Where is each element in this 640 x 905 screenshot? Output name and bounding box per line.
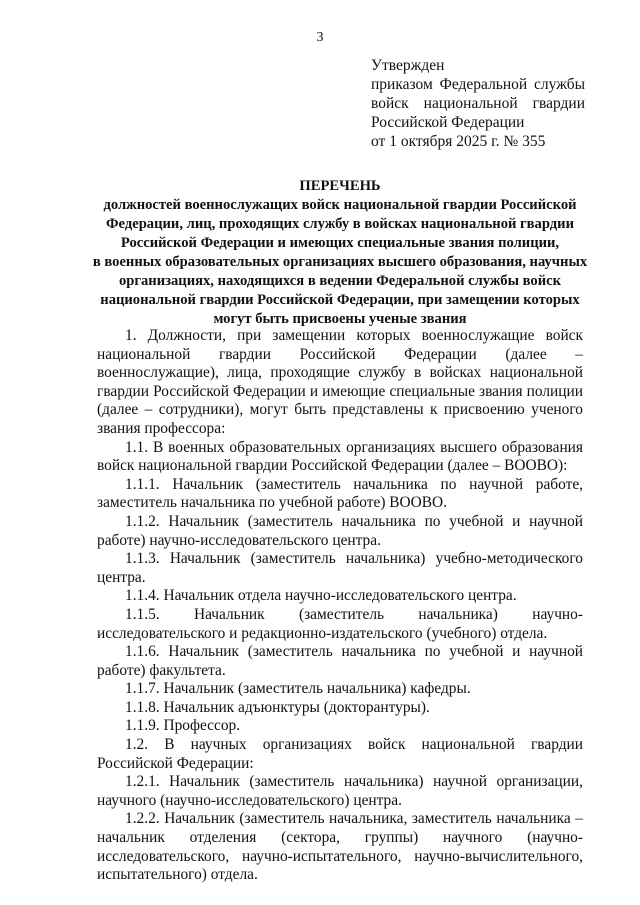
paragraph-1-1: 1.1. В военных образовательных организациях высшего образования войск национальной гвардии Российской Федерации (далее – ВООВО): <box>97 438 583 475</box>
title-line: могут быть присвоены ученые звания <box>213 311 467 327</box>
paragraph-1-2: 1.2. В научных организациях войск национальной гвардии Российской Федерации: <box>97 736 583 772</box>
approval-date-line: от 1 октября 2025 г. № 355 <box>371 133 546 150</box>
paragraph-1-1-8: 1.1.8. Начальник адъюнктуры (докторантуры). <box>125 698 430 716</box>
paragraph-1-1-4: 1.1.4. Начальник отдела научно-исследовательского центра. <box>125 587 517 605</box>
approval-line: Утвержден <box>371 57 445 74</box>
approval-block <box>371 56 585 151</box>
title-line: организациях, находящихся в ведении Федеральной службы войск <box>118 273 562 289</box>
paragraph-1-1-6: 1.1.6. Начальник (заместитель начальника по учебной и научной работе) факультета. <box>97 643 583 679</box>
approval-line: Российской Федерации <box>371 114 525 131</box>
paragraph-1-1-5: 1.1.5. Начальник (заместитель начальника) научно-исследовательского и редакционно-издательского (учебного) отдела. <box>97 605 583 642</box>
title-heading: ПЕРЕЧЕНЬ <box>299 178 381 194</box>
title-line: в военных образовательных организациях высшего образования, научных <box>92 254 588 270</box>
paragraph-1: 1. Должности, при замещении которых военнослужащие войск национальной гвардии Российской Федерации (далее – военнослужащие), лица, проходящие службу в войсках национальной гвардии Российской Федерации и имеющие специальные звания полиции (далее – сотрудники), могут быть представлены к присвоению ученого звания профессора: <box>97 327 583 437</box>
paragraph-1-2-1: 1.2.1. Начальник (заместитель начальника) научной организации, научного (научно-исследовательского) центра. <box>97 773 583 809</box>
paragraph-1-1-2: 1.1.2. Начальник (заместитель начальника по учебной и научной работе) научно-исследовательского центра. <box>97 512 583 549</box>
document-body <box>97 327 583 885</box>
approval-line: войск национальной гвардии <box>371 95 585 112</box>
approval-line: приказом Федеральной службы <box>371 76 585 93</box>
title-line: национальной гвардии Российской Федерации, при замещении которых <box>100 292 580 308</box>
document-title <box>70 177 610 329</box>
paragraph-1-1-9: 1.1.9. Профессор. <box>125 717 241 735</box>
page-number: 3 <box>316 30 324 45</box>
title-line: Российской Федерации и имеющих специальные звания полиции, <box>120 235 560 251</box>
paragraph-1-1-1: 1.1.1. Начальник (заместитель начальника по научной работе, заместитель начальника по учебной работе) ВООВО. <box>97 475 583 512</box>
paragraph-1-2-2: 1.2.2. Начальник (заместитель начальника, заместитель начальника – начальник отделения (сектора, группы) научного (научно-исследовательского, научно-испытательного, научно-вычислительного, испытательного) отдела. <box>97 810 583 884</box>
title-line: должностей военнослужащих войск национальной гвардии Российской <box>103 197 577 213</box>
paragraph-1-1-7: 1.1.7. Начальник (заместитель начальника) кафедры. <box>125 680 471 698</box>
title-line: Федерации, лиц, проходящих службу в войсках национальной гвардии <box>106 216 574 232</box>
paragraph-1-1-3: 1.1.3. Начальник (заместитель начальника) учебно-методического центра. <box>97 550 583 586</box>
